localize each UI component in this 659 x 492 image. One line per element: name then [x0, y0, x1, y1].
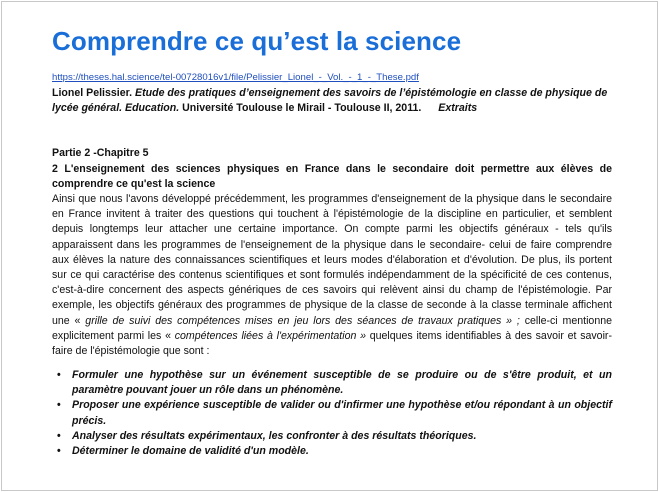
page-title: Comprendre ce qu’est la science	[52, 26, 462, 56]
citation-work: Etude des pratiques d’enseignement des savoirs de l’épistémologie en classe de physique de lycée général. Education.	[52, 87, 608, 114]
competence-list	[52, 368, 612, 459]
list-item	[52, 398, 612, 428]
body-text-3: quelques items identifiables à des savoir et savoir-faire de l'épistémologie que sont :	[52, 329, 612, 358]
part-chapter-label: Partie 2 -Chapitre 5	[52, 147, 149, 159]
list-item	[52, 368, 612, 398]
citation-institution: Université Toulouse le Mirail - Toulouse II, 2011.	[182, 102, 422, 114]
list-item-text: Déterminer le domaine de validité d'un modèle.	[72, 445, 309, 458]
bullet-icon: •	[57, 445, 61, 458]
list-item-text: Proposer une expérience susceptible de valider ou d'infirmer une hypothèse et/ou répondant à un objectif précis.	[72, 399, 612, 427]
section-heading: 2 L'enseignement des sciences physiques en France dans le secondaire doit permettre aux élèves de comprendre ce qu'est la science	[52, 163, 612, 190]
body-text-1: Ainsi que nous l'avons développé précédemment, les programmes d'enseignement de la physique dans le secondaire en France invitent à traiter des questions qui touchent à l'épistémologie de la discipline en particulier, et semblent depuis longtemps leur attacher une certaine importance. On compte parmi les objectifs généraux - tels qu'ils apparaissent dans les programmes de l'enseignement de la physique dans le secondaire- celui de faire comprendre aux élèves la nature des connaissances scientifiques et leurs modes d'élaboration et d'évolution. De plus, ils portent sur ce qui caractérise des contenus scientifiques et sont formulés indépendamment de la spécificité de ces contenus, c'est-à-dire concernent des aspects génériques de ces savoirs qui relèvent ainsi du champ de l'épistémologie. Par exemple, les objectifs généraux des programmes de physique de la classe de seconde à la classe terminale affichent une «	[52, 193, 612, 327]
body-paragraph	[52, 192, 612, 359]
list-item	[52, 444, 612, 459]
citation-author: Lionel Pelissier.	[52, 87, 133, 99]
body-text-2: celle-ci mentionne explicitement parmi les «	[52, 314, 612, 342]
list-item-text: Analyser des résultats expérimentaux, les confronter à des résultats théoriques.	[72, 429, 477, 442]
list-item-text: Formuler une hypothèse sur un événement susceptible de se produire ou de s'être produit, et un paramètre pouvant jouer un rôle dans un phénomène.	[72, 369, 612, 397]
bullet-icon: •	[57, 429, 61, 442]
body-quote-1: grille de suivi des compétences mises en jeu lors des séances de travaux pratiques » ;	[80, 314, 520, 327]
document-page	[1, 1, 658, 491]
body-quote-2: compétences liées à l'expérimentation »	[170, 329, 366, 342]
citation	[52, 86, 612, 116]
citation-note: Extraits	[438, 102, 478, 114]
bullet-icon: •	[57, 399, 61, 412]
bullet-icon: •	[57, 369, 61, 381]
source-link[interactable]: https://theses.hal.science/tel-00728016v1/file/Pelissier_Lionel_-_Vol._-_1_-_These.pdf	[52, 72, 419, 83]
list-item	[52, 429, 612, 444]
